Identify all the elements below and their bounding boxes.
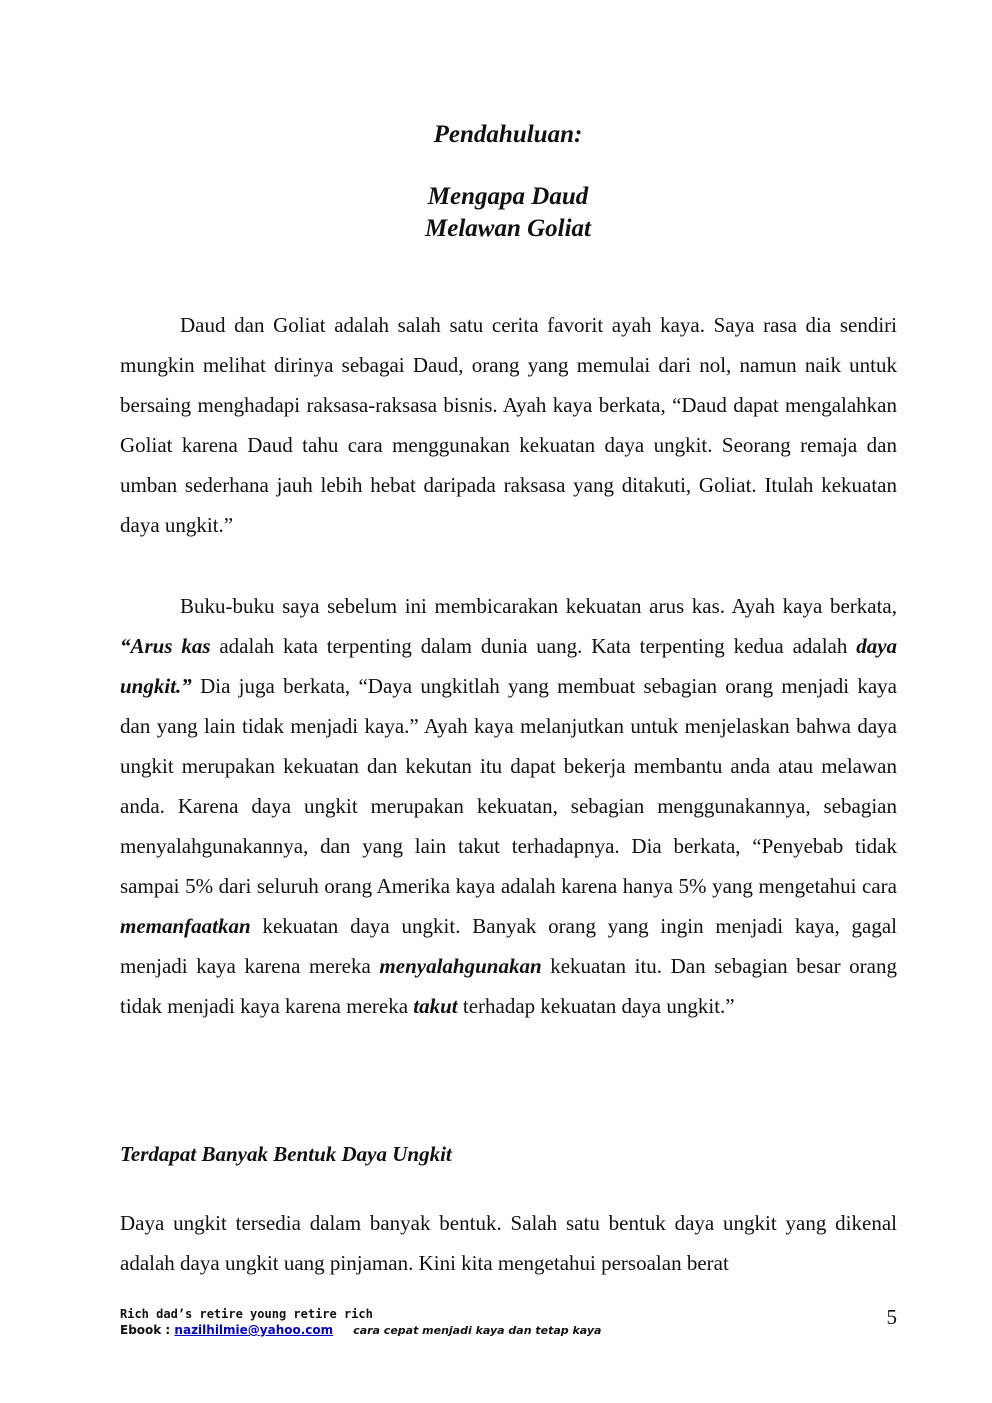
chapter-title-line-1: Mengapa Daud — [427, 183, 589, 210]
paragraph-2-text: Buku-buku saya sebelum ini membicarakan kekuatan arus kas. Ayah kaya berkata, — [180, 594, 897, 618]
footer-ebook-label: Ebook : — [120, 1323, 175, 1337]
paragraph-2 — [120, 586, 897, 1026]
emphasis-menyalahgunakan: menyalahgunakan — [379, 954, 542, 978]
emphasis-arus-kas: “Arus kas — [120, 634, 211, 658]
page-number: 5 — [886, 1305, 897, 1329]
chapter-title-line-2: Melawan Goliat — [425, 215, 591, 242]
paragraph-2-text: kekuatan daya ungkit. Banyak orang yang ingin menjadi kaya, gagal menjadi kaya karena mereka — [120, 914, 897, 978]
paragraph-2-text: adalah kata terpenting dalam dunia uang. Kata terpenting kedua adalah — [210, 634, 857, 658]
emphasis-memanfaatkan: memanfaatkan — [120, 914, 251, 938]
paragraph-2-text: terhadap kekuatan daya ungkit.” — [457, 994, 735, 1018]
footer-email-link[interactable]: nazilhilmie@yahoo.com — [174, 1323, 334, 1337]
subheading: Terdapat Banyak Bentuk Daya Ungkit — [120, 1142, 452, 1166]
paragraph-1: Daud dan Goliat adalah salah satu cerita favorit ayah kaya. Saya rasa dia sendiri mungkin melihat dirinya sebagai Daud, orang yang memulai dari nol, namun naik untuk bersaing menghadapi raksasa-raksasa bisnis. Ayah kaya berkata, “Daud dapat mengalahkan Goliat karena Daud tahu cara menggunakan kekuatan daya ungkit. Seorang remaja dan umban sederhana jauh lebih hebat daripada raksasa yang ditakuti, Goliat. Itulah kekuatan daya ungkit.” — [120, 313, 897, 537]
footer-tagline: cara cepat menjadi kaya dan tetap kaya — [353, 1324, 602, 1337]
page-footer — [120, 1307, 897, 1337]
footer-book-title: Rich dad’s retire young retire rich — [120, 1307, 373, 1321]
paragraph-3: Daya ungkit tersedia dalam banyak bentuk. Salah satu bentuk daya ungkit yang dikenal adalah daya ungkit uang pinjaman. Kini kita mengetahui persoalan berat — [120, 1211, 897, 1275]
paragraph-2-text: Dia juga berkata, “Daya ungkitlah yang membuat sebagian orang menjadi kaya dan yang lain tidak menjadi kaya.” Ayah kaya melanjutkan untuk menjelaskan bahwa daya ungkit merupakan kekuatan dan kekutan itu dapat bekerja membantu anda atau melawan anda. Karena daya ungkit merupakan kekuatan, sebagian menggunakannya, sebagian menyalahgunakannya, dan yang lain takut terhadapnya. Dia berkata, “Penyebab tidak sampai 5% dari seluruh orang Amerika kaya adalah karena hanya 5% yang mengetahui cara — [120, 674, 897, 898]
footer-ebook-line — [120, 1323, 897, 1337]
emphasis-takut: takut — [413, 994, 458, 1018]
paragraph-2-text: kekuatan itu. Dan sebagian besar orang tidak menjadi kaya karena mereka — [120, 954, 897, 1018]
section-heading: Pendahuluan: — [433, 121, 583, 148]
emphasis-daya-ungkit: daya ungkit.” — [120, 634, 898, 698]
